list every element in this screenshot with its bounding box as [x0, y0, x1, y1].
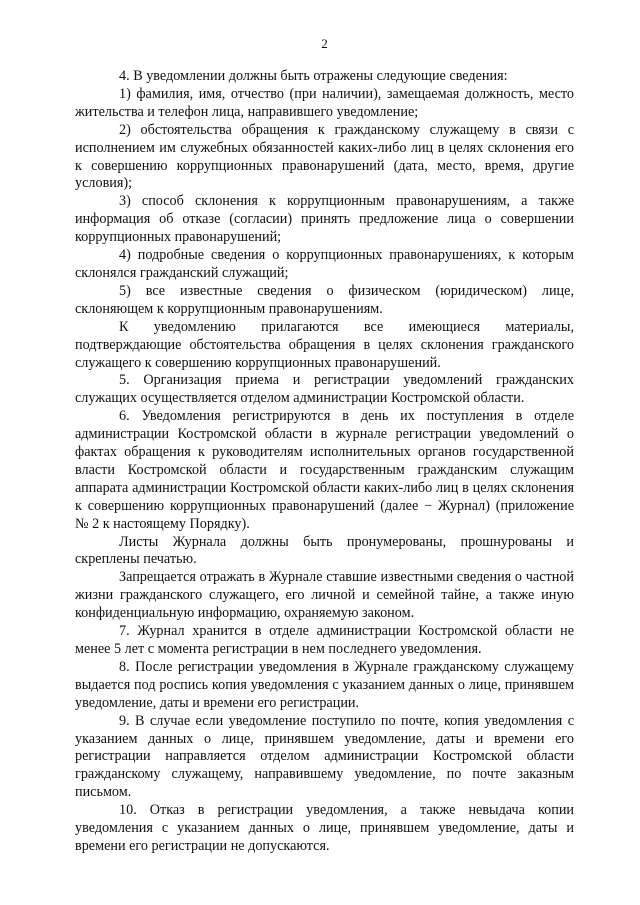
paragraph-10: 10. Отказ в регистрации уведомления, а также невыдача копии уведомления с указанием данных о лице, принявшем уведомление, даты и времени его регистрации не допускаются.: [75, 802, 574, 854]
paragraph-4-item-2: 2) обстоятельства обращения к гражданскому служащему в связи с исполнением им служебных обязанностей каких-либо лиц в целях склонения его к совершению коррупционных правонарушений (дата, место, время, другие условия);: [75, 121, 574, 192]
paragraph-7: 7. Журнал хранится в отделе администрации Костромской области не менее 5 лет с момента регистрации в нем последнего уведомления.: [75, 623, 574, 657]
paragraph-journal-sheets: Листы Журнала должны быть пронумерованы, прошнурованы и скреплены печатью.: [75, 533, 574, 568]
paragraph-4-item-5: 5) все известные сведения о физическом (юридическом) лице, склоняющем к коррупционным правонарушениям.: [75, 282, 574, 317]
paragraph-5: 5. Организация приема и регистрации уведомлений гражданских служащих осуществляется отделом администрации Костромской области.: [75, 372, 574, 407]
paragraph-4-item-1: 1) фамилия, имя, отчество (при наличии), замещаемая должность, место жительства и телефон лица, направившего уведомление;: [75, 85, 574, 120]
paragraph-4-intro: 4. В уведомлении должны быть отражены следующие сведения:: [119, 68, 508, 84]
paragraph-prohibition: Запрещается отражать в Журнале ставшие известными сведения о частной жизни гражданского служащего, его личной и семейной тайне, а также иную конфиденциальную информацию, охраняемую законом.: [75, 569, 574, 622]
paragraph-4-item-3: 3) способ склонения к коррупционным правонарушениям, а также информация об отказе (согласии) принять предложение лица о совершении коррупционных правонарушений;: [75, 193, 574, 246]
paragraph-4-item-4: 4) подробные сведения о коррупционных правонарушениях, к которым склонялся гражданский служащий;: [75, 247, 574, 281]
paragraph-8: 8. После регистрации уведомления в Журнале гражданскому служащему выдается под роспись копия уведомления с указанием данных о лице, принявшем уведомление, даты и времени его регистрации.: [75, 658, 574, 711]
paragraph-6: 6. Уведомления регистрируются в день их поступления в отделе администрации Костромской области в журнале регистрации уведомлений о фактах обращения к руководителям исполнительных органов государственной власти Костромской области и государственным гражданским служащим аппарата администрации Костромской области каких-либо лиц в целях склонения к совершению коррупционных правонарушений (далее − Журнал) (приложение № 2 к настоящему Порядку).: [75, 408, 574, 532]
page-number: 2: [321, 36, 328, 51]
paragraph-attachments: К уведомлению прилагаются все имеющиеся материалы, подтверждающие обстоятельства обращения в целях склонения гражданского служащего к совершению коррупционных правонарушений.: [75, 318, 574, 371]
paragraph-9: 9. В случае если уведомление поступило по почте, копия уведомления с указанием данных о лице, принявшем уведомление, даты и времени его регистрации направляется отделом администрации Костромской области гражданскому служащему, направившему уведомление, по почте заказным письмом.: [75, 712, 574, 801]
